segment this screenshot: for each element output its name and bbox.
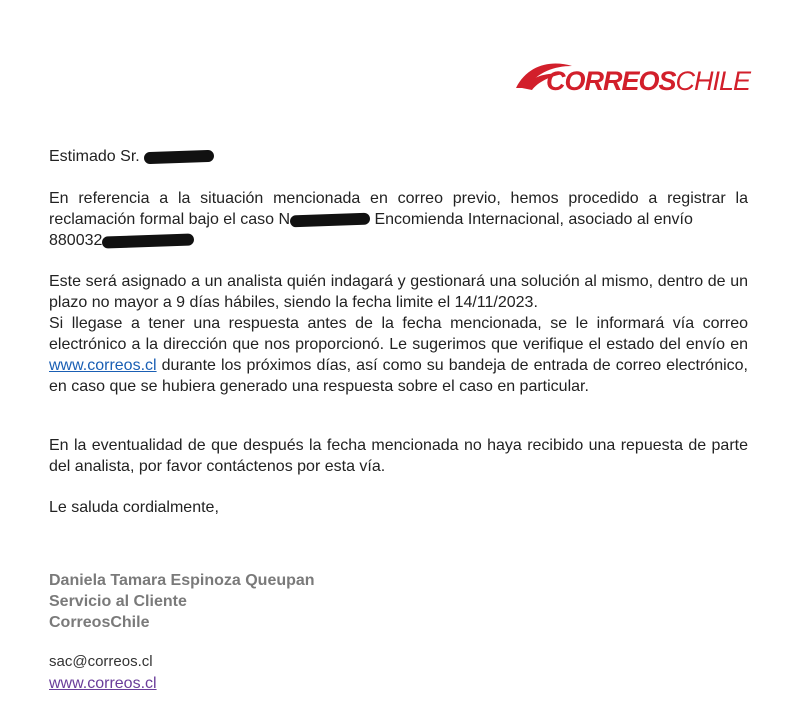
signature-department: Servicio al Cliente [49, 593, 187, 610]
contact-email: sac@correos.cl [49, 653, 153, 670]
logo-wordmark: CORREOSCHILE [546, 66, 751, 96]
signature-name: Daniela Tamara Espinoza Queupan [49, 572, 315, 589]
greeting: Estimado Sr. [49, 146, 748, 167]
redacted-name [144, 150, 214, 164]
correoschile-logo [514, 58, 751, 100]
contact-website-link[interactable]: www.correos.cl [49, 675, 157, 692]
correos-website-link[interactable]: www.correos.cl [49, 357, 157, 374]
closing-line: Le saluda cordialmente, [49, 499, 219, 516]
signature-company: CorreosChile [49, 614, 150, 631]
redacted-case-number [290, 212, 370, 227]
paragraph-case-registration: En referencia a la situación mencionada en correo previo, hemos procedido a registrar la reclamación formal bajo el caso N Encomienda Internacional, asociado al envío 880032 [49, 190, 748, 249]
paragraph-analyst-assignment: Este será asignado a un analista quién indagará y gestionará una solución al mismo, dentro de un plazo no mayor a 9 días hábiles, siendo la fecha limite el 14/11/2023. Si llegase a tener una respuesta antes de la fecha mencionada, se le informará vía correo electrónico a la dirección que nos proporcionó. Le sugerimos que verifique el estado del envío en www.correos.cl durante los próximos días, así como su bandeja de entrada de correo electrónico, en caso que se hubiera generado una respuesta sobre el caso en particular. [49, 273, 748, 395]
redacted-shipment-number [102, 233, 194, 248]
paragraph-contact-instructions: En la eventualidad de que después la fecha mencionada no haya recibido una repuesta de parte del analista, por favor contáctenos por esta vía. [49, 437, 748, 475]
